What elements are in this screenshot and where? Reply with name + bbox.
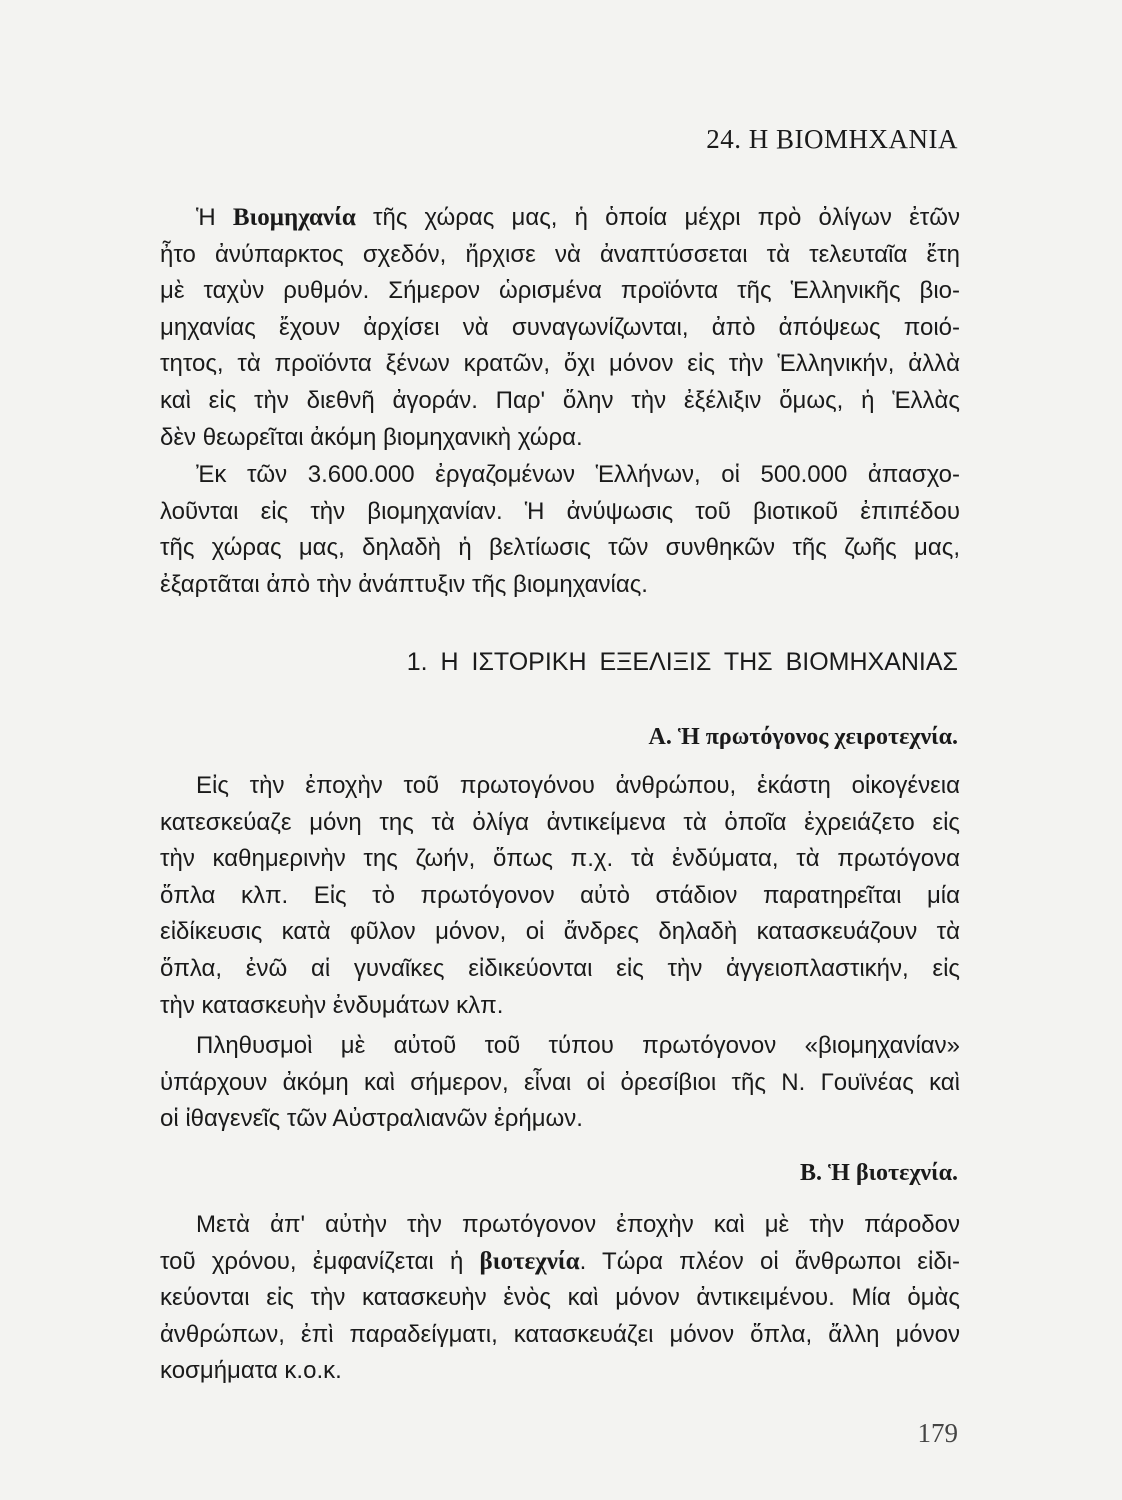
text-line <box>160 310 960 347</box>
text-line <box>160 1244 960 1281</box>
text-segment: ἐξαρτᾶται ἀπὸ τὴν ἀνάπτυξιν τῆς βιομηχανίας. <box>160 570 648 598</box>
text-segment: ὑπάρχουν ἀκόμη καὶ σήμερον, εἶναι οἱ ὀρεσίβιοι τῆς Ν. Γουϊνέας καὶ <box>160 1068 960 1096</box>
text-segment: κεύονται εἰς τὴν κατασκευὴν ἑνὸς καὶ μόνον ἀντικειμένου. Μία ὁμὰς <box>160 1284 960 1312</box>
text-segment: κατεσκεύαζε μόνη της τὰ ὀλίγα ἀντικείμενα τὰ ὁποῖα ἐχρειάζετο εἰς <box>160 808 960 836</box>
text-segment: ὅπλα, ἐνῶ αἱ γυναῖκες εἰδικεύονται εἰς τὴν ἀγγειοπλαστικήν, εἰς <box>160 954 960 982</box>
paragraph <box>160 200 960 456</box>
text-line <box>160 420 960 457</box>
text-segment: λοῦνται εἰς τὴν βιομηχανίαν. Ἡ ἀνύψωσις τοῦ βιοτικοῦ ἐπιπέδου <box>160 497 960 525</box>
page-number: 179 <box>917 1418 958 1448</box>
subsection-heading-b: Β. Ἡ βιοτεχνία. <box>800 1160 958 1186</box>
text-segment: κοσμήματα κ.ο.κ. <box>160 1357 342 1385</box>
text-segment: καὶ εἰς τὴν διεθνῆ ἀγοράν. Παρ' ὅλην τὴν ἐξέλιξιν ὅμως, ἡ Ἑλλὰς <box>160 386 960 414</box>
text-segment: τὴν κατασκευὴν ἐνδυμάτων κλπ. <box>160 991 504 1019</box>
text-line <box>160 1317 960 1354</box>
text-line <box>160 567 960 604</box>
text-segment: μὲ ταχὺν ρυθμόν. Σήμερον ὡρισμένα προϊόντα τῆς Ἑλληνικῆς βιο- <box>160 277 960 305</box>
paragraph <box>160 768 960 1024</box>
bold-term: βιοτεχνία <box>479 1247 580 1275</box>
text-segment: Μετὰ ἀπ' αὐτὴν τὴν πρωτόγονον ἐποχὴν καὶ μὲ τὴν πάροδον <box>196 1211 960 1238</box>
chapter-title: 24. Η ΒΙΟΜΗΧΑΝΙΑ <box>706 124 958 154</box>
text-segment: Ἡ <box>196 204 233 231</box>
text-segment: Εἰς τὴν ἐποχὴν τοῦ πρωτογόνου ἀνθρώπου, ἑκάστη οἰκογένεια <box>196 772 960 799</box>
text-line <box>160 805 960 842</box>
text-segment: . Τώρα πλέον οἱ ἄνθρωποι εἰδι- <box>579 1247 961 1275</box>
text-line <box>160 1207 960 1244</box>
text-line <box>160 383 960 420</box>
text-segment: ἦτο ἀνύπαρκτος σχεδόν, ἤρχισε νὰ ἀναπτύσσεται τὰ τελευταῖα ἔτη <box>160 240 960 268</box>
paragraph <box>160 457 960 603</box>
bold-term: Βιομηχανία <box>232 204 356 231</box>
section-heading: 1. Η ΙΣΤΟΡΙΚΗ ΕΞΕΛΙΞΙΣ ΤΗΣ ΒΙΟΜΗΧΑΝΙΑΣ <box>406 648 958 676</box>
text-segment: μηχανίας ἔχουν ἀρχίσει νὰ συναγωνίζωνται, ἀπὸ ἀπόψεως ποιό- <box>160 313 960 341</box>
text-line <box>160 768 960 805</box>
text-segment: οἱ ἰθαγενεῖς τῶν Αὐστραλιανῶν ἐρήμων. <box>160 1105 583 1133</box>
text-line <box>160 914 960 951</box>
text-line <box>160 530 960 567</box>
text-segment: ὅπλα κλπ. Εἰς τὸ πρωτόγονον αὐτὸ στάδιον παρατηρεῖται μία <box>160 881 960 909</box>
text-line <box>160 1353 960 1390</box>
text-segment: τῆς χώρας μας, ἡ ὁποία μέχρι πρὸ ὀλίγων ἐτῶν <box>355 204 960 231</box>
paragraph <box>160 1207 960 1390</box>
text-segment: Ἐκ τῶν 3.600.000 ἐργαζομένων Ἑλλήνων, οἱ 500.000 ἀπασχο- <box>196 461 960 488</box>
text-line <box>160 1101 960 1138</box>
text-line <box>160 1280 960 1317</box>
subsection-heading-a: Α. Ἡ πρωτόγονος χειροτεχνία. <box>648 724 958 750</box>
text-segment: ἀνθρώπων, ἐπὶ παραδείγματι, κατασκευάζει μόνον ὅπλα, ἄλλη μόνον <box>160 1320 960 1348</box>
text-line <box>160 494 960 531</box>
text-segment: Πληθυσμοὶ μὲ αὐτοῦ τοῦ τύπου πρωτόγονον «βιομηχανίαν» <box>196 1032 960 1059</box>
text-line <box>160 237 960 274</box>
text-segment: τοῦ χρόνου, ἐμφανίζεται ἡ <box>160 1247 480 1275</box>
text-segment: τὴν καθημερινὴν της ζωήν, ὅπως π.χ. τὰ ἐνδύματα, τὰ πρωτόγονα <box>160 845 960 873</box>
text-segment: τῆς χώρας μας, δηλαδὴ ἡ βελτίωσις τῶν συνθηκῶν τῆς ζωῆς μας, <box>160 534 960 562</box>
text-line <box>160 273 960 310</box>
text-line <box>160 878 960 915</box>
text-line <box>160 841 960 878</box>
text-line <box>160 1065 960 1102</box>
paragraph <box>160 1028 960 1138</box>
text-line <box>160 988 960 1025</box>
text-segment: δὲν θεωρεῖται ἀκόμη βιομηχανικὴ χώρα. <box>160 423 583 451</box>
text-line <box>160 200 960 237</box>
text-line <box>160 457 960 494</box>
text-line <box>160 1028 960 1065</box>
text-line <box>160 951 960 988</box>
text-line <box>160 346 960 383</box>
text-segment: εἰδίκευσις κατὰ φῦλον μόνον, οἱ ἄνδρες δηλαδὴ κατασκευάζουν τὰ <box>160 918 960 946</box>
text-segment: τητος, τὰ προϊόντα ξένων κρατῶν, ὄχι μόνον εἰς τὴν Ἑλληνικήν, ἀλλὰ <box>160 350 960 378</box>
